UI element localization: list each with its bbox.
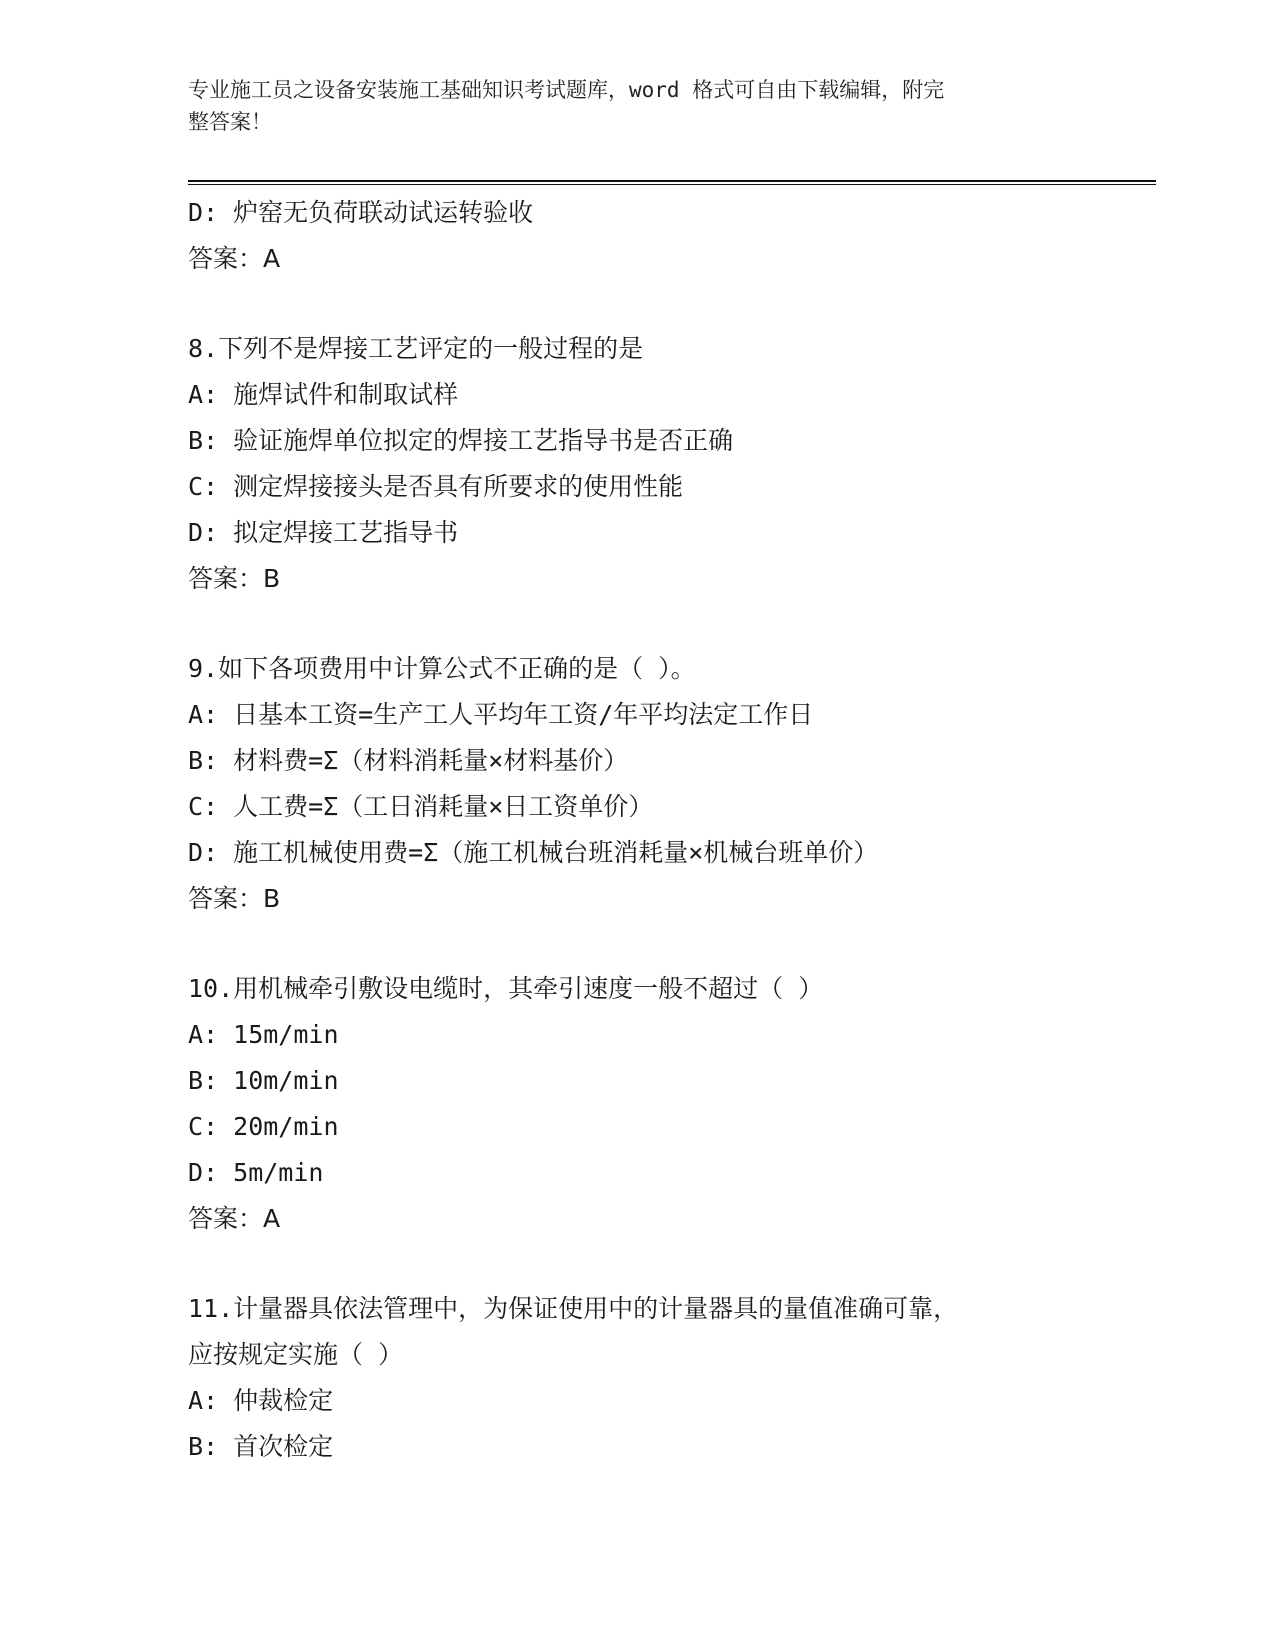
option-b: B: 10m/min bbox=[188, 1066, 339, 1095]
option-d: D: 施工机械使用费=Σ（施工机械台班消耗量×机械台班单价） bbox=[188, 838, 879, 867]
question-title-line-1: 11.计量器具依法管理中，为保证使用中的计量器具的量值准确可靠， bbox=[188, 1294, 959, 1323]
answer: 答案：A bbox=[188, 1204, 281, 1233]
option-a: A: 仲裁检定 bbox=[188, 1386, 334, 1415]
question-title: 8.下列不是焊接工艺评定的一般过程的是 bbox=[188, 334, 644, 363]
question-10 bbox=[188, 966, 1148, 1242]
option-d: D: 拟定焊接工艺指导书 bbox=[188, 518, 459, 547]
header-rule-thin bbox=[188, 184, 1156, 185]
option-d: D: 炉窑无负荷联动试运转验收 bbox=[188, 198, 534, 227]
option-b: B: 验证施焊单位拟定的焊接工艺指导书是否正确 bbox=[188, 426, 734, 455]
question-8 bbox=[188, 326, 1148, 602]
option-a: A: 日基本工资=生产工人平均年工资/年平均法定工作日 bbox=[188, 700, 814, 729]
option-b: B: 材料费=Σ（材料消耗量×材料基价） bbox=[188, 746, 629, 775]
answer: 答案：B bbox=[188, 564, 281, 593]
document-header bbox=[188, 74, 1088, 138]
carry-over-block bbox=[188, 190, 1148, 282]
header-line-1: 专业施工员之设备安装施工基础知识考试题库，word 格式可自由下载编辑，附完 bbox=[188, 78, 945, 102]
question-list bbox=[188, 190, 1148, 1470]
option-b: B: 首次检定 bbox=[188, 1432, 334, 1461]
question-11 bbox=[188, 1286, 1148, 1470]
option-c: C: 人工费=Σ（工日消耗量×日工资单价） bbox=[188, 792, 654, 821]
header-line-2: 整答案！ bbox=[188, 110, 272, 134]
answer: 答案：B bbox=[188, 884, 281, 913]
option-c: C: 测定焊接接头是否具有所要求的使用性能 bbox=[188, 472, 684, 501]
question-title-line-2: 应按规定实施（ ） bbox=[188, 1340, 404, 1369]
option-c: C: 20m/min bbox=[188, 1112, 339, 1141]
question-9 bbox=[188, 646, 1148, 922]
option-a: A: 15m/min bbox=[188, 1020, 339, 1049]
question-title: 10.用机械牵引敷设电缆时，其牵引速度一般不超过（ ） bbox=[188, 974, 824, 1003]
option-d: D: 5m/min bbox=[188, 1158, 324, 1187]
question-title: 9.如下各项费用中计算公式不正确的是（ ）。 bbox=[188, 654, 696, 683]
answer: 答案：A bbox=[188, 244, 281, 273]
header-rule-thick bbox=[188, 180, 1156, 182]
option-a: A: 施焊试件和制取试样 bbox=[188, 380, 459, 409]
